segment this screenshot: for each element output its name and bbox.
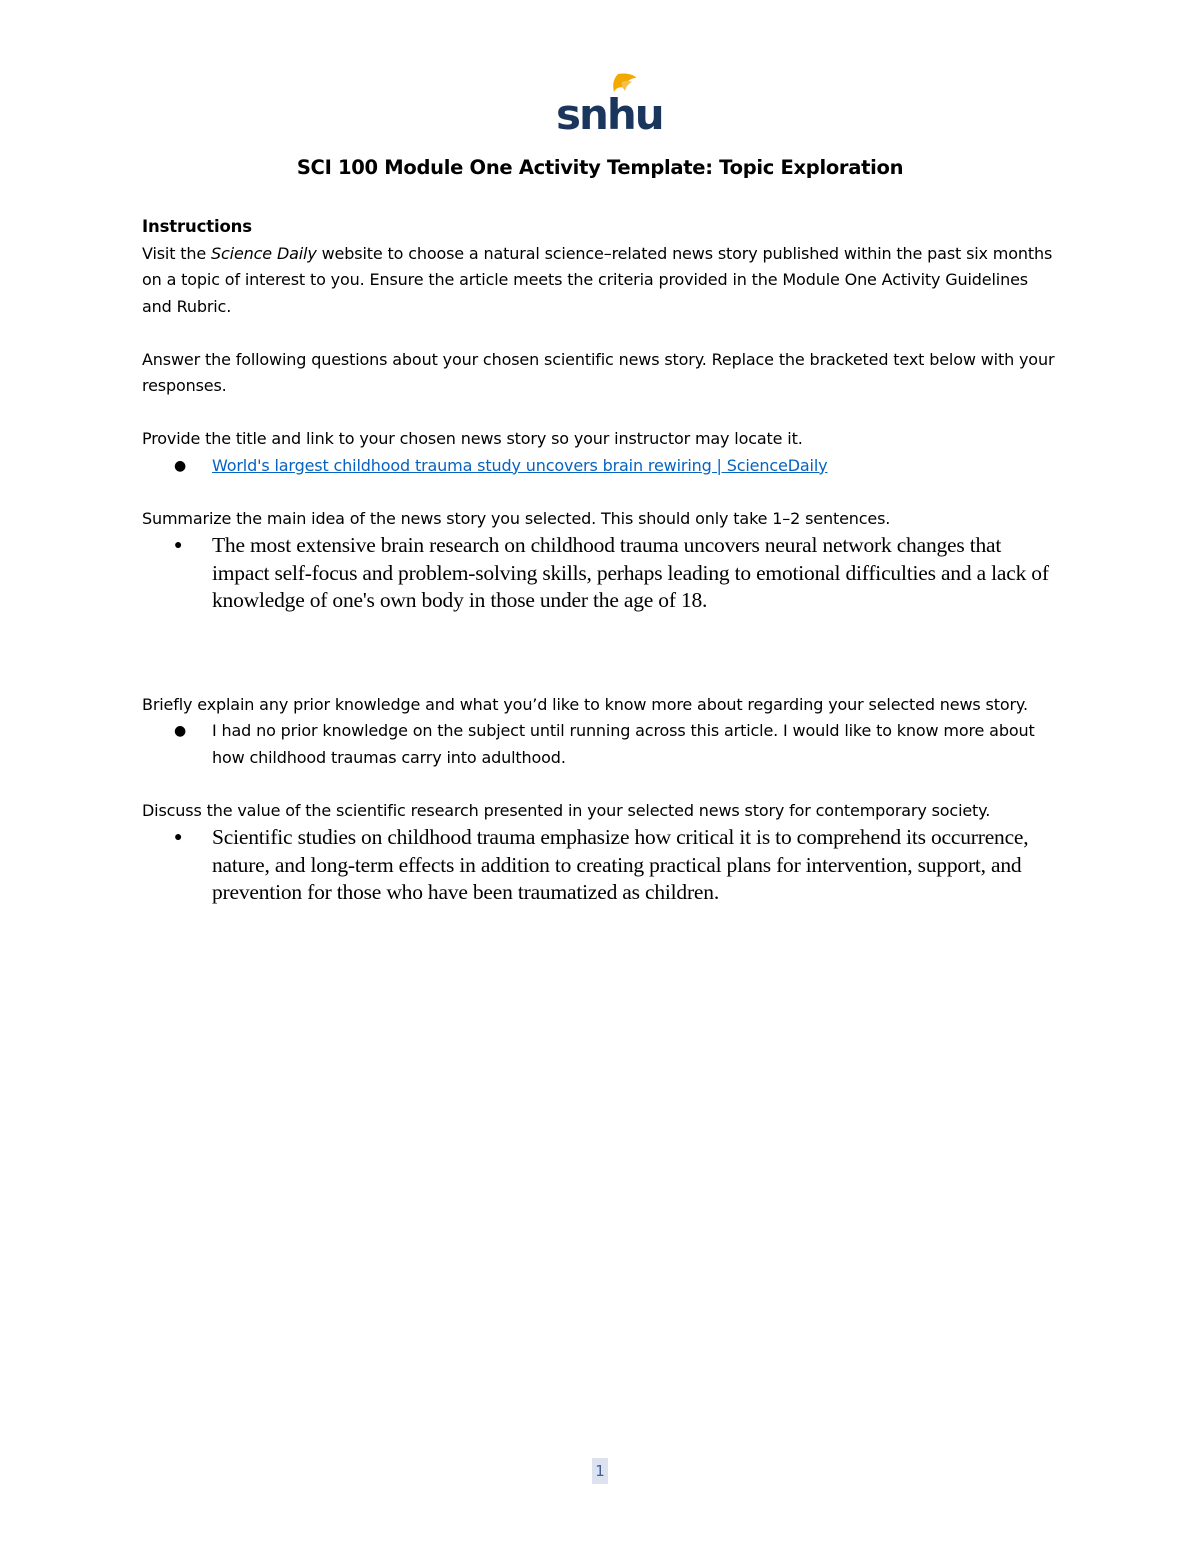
science-daily-name: Science Daily [211,243,317,263]
answer-text-4: Scientific studies on childhood trauma emphasize how critical it is to comprehend its occurrence, nature, and long-term effects in addition to creating practical plans for intervention, support, and prevention for those who have been traumatized as children. [212,825,1029,904]
snhu-logo-mark [556,72,663,139]
answer-item-4 [142,824,1062,907]
instructions-text: website to choose a natural science–related news story published within the past six months on a topic of interest to you. Ensure the article meets the criteria provided in the Module One Activity Guidelines and Rubric. [142,243,1053,316]
answer-item-2 [142,532,1062,615]
instructions-paragraph-1 [142,241,1062,321]
instructions-paragraph-2: Answer the following questions about your chosen scientific news story. Replace the bracketed text below with your responses. [142,349,1055,395]
bullet-icon: ● [174,723,187,739]
instructions-heading: Instructions [142,217,252,236]
bullet-icon: ● [174,830,183,845]
answer-list-1 [142,453,1062,480]
bullet-icon: ● [174,457,187,474]
bullet-icon: ● [174,538,183,553]
answer-text-2: The most extensive brain research on childhood trauma uncovers neural network changes that impact self-focus and problem-solving skills, perhaps leading to emotional difficulties and a lack of knowledge of one's own body in those under the age of 18. [212,533,1049,612]
page-number: 1 [592,1458,608,1484]
logo-wordmark: snhu [556,90,663,139]
snhu-logo [556,72,663,139]
answer-list-3 [142,718,1062,771]
article-link[interactable]: World's largest childhood trauma study uncovers brain rewiring | ScienceDaily [212,455,828,475]
question-prompt-2: Summarize the main idea of the news story you selected. This should only take 1–2 sentences. [142,508,891,528]
document-body [142,214,1062,907]
question-prompt-4: Discuss the value of the scientific research presented in your selected news story for contemporary society. [142,800,991,820]
answer-text-3: I had no prior knowledge on the subject until running across this article. I would like to know more about how childhood traumas carry into adulthood. [212,721,1035,767]
question-prompt-1: Provide the title and link to your chosen news story so your instructor may locate it. [142,429,803,448]
answer-item-1 [142,453,1062,480]
question-prompt-3: Briefly explain any prior knowledge and what you’d like to know more about regarding your selected news story. [142,694,1028,714]
answer-list-2 [142,532,1062,615]
instructions-text: Visit the [142,243,212,263]
answer-item-3 [142,718,1062,771]
answer-list-4 [142,824,1062,907]
page-title: SCI 100 Module One Activity Template: Topic Exploration [296,156,904,179]
